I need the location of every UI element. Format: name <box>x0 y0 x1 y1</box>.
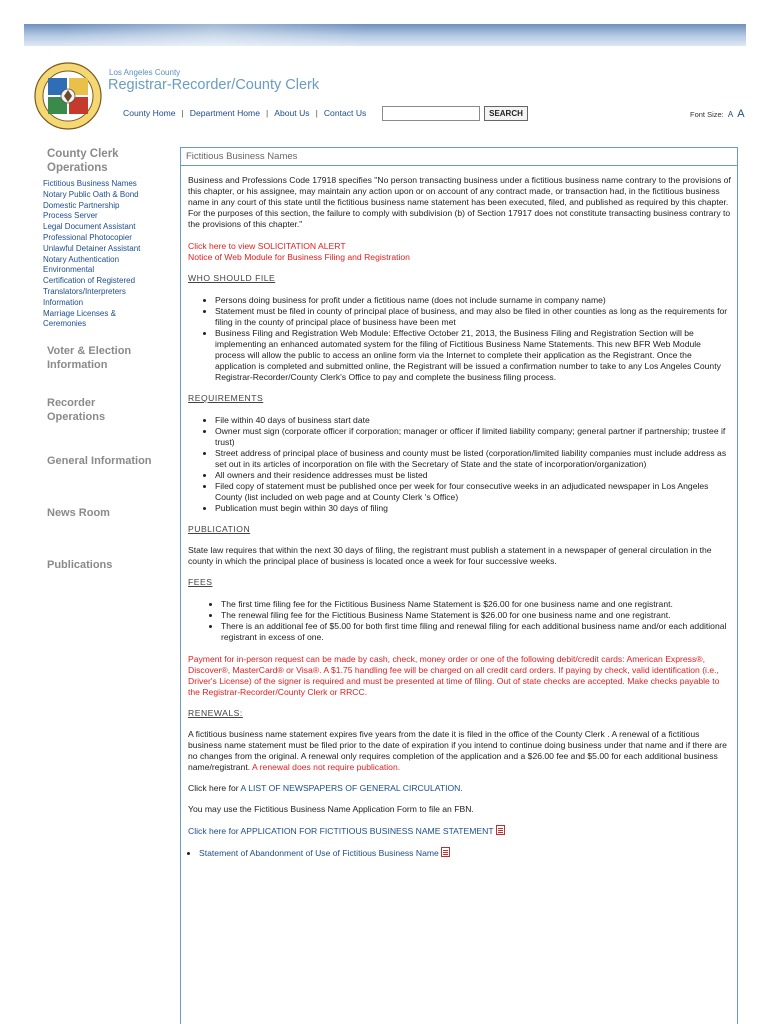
publication-paragraph: State law requires that within the next 30 days of filing, the registrant must publish a statement in a newspaper of general circulation in the county in which the principal place of business is located once a week for four successive weeks. <box>188 545 712 566</box>
list-item: • There is an additional fee of $5.00 for both first time filing and renewal filing for each additional business name and/or each additional registrant in excess of one. <box>221 621 731 643</box>
search-button[interactable]: SEARCH <box>484 106 528 121</box>
sidebar-item-domestic-partnership[interactable]: Domestic Partnership <box>43 200 120 210</box>
sidebar-title[interactable] <box>47 147 168 175</box>
list-item: • Business Filing and Registration Web Module: Effective October 21, 2013, the Business Filing and Registration Section will be implementing an enhanced automated system for the filing of Fictitious Business Name Statements. This new BFR Web Module process will allow the public to access an online form via the Internet to complete their application as the Registrant. Once the application is completed and submitted online, the Registrant will be issued a confirmation number to take to any Los Angeles County Registrar-Recorder/County Clerk's Office to pay and complete the business filing process. <box>215 328 731 383</box>
nav-department-home[interactable]: Department Home <box>189 108 260 118</box>
sidebar-item-notary-authentication[interactable]: Notary Authentication <box>43 254 120 264</box>
sidebar-item-notary-public-oath[interactable]: Notary Public Oath & Bond <box>43 189 139 199</box>
font-size-small-button[interactable]: A <box>727 110 734 119</box>
sidebar-item-unlawful-detainer-assistant[interactable]: Unlawful Detainer Assistant <box>43 243 141 253</box>
list-item <box>199 847 731 859</box>
renewals-publication-note: A renewal does not require publication. <box>252 762 401 772</box>
nav-about-us[interactable]: About Us <box>274 108 310 118</box>
county-seal-logo[interactable] <box>34 62 102 135</box>
list-item: • Publication must begin within 30 days of filing <box>215 503 731 514</box>
sidebar-item-information[interactable]: Information <box>43 297 84 307</box>
web-module-notice-link[interactable]: Notice of Web Module for Business Filing and Registration <box>188 252 410 262</box>
sidebar-section-label: Recorder <box>47 397 96 409</box>
sidebar-section-label: General Information <box>47 455 152 467</box>
sidebar-section-general-information[interactable] <box>47 454 167 468</box>
sidebar-title-line: Operations <box>47 162 108 174</box>
list-item: • File within 40 days of business start date <box>215 415 731 426</box>
nav-separator: | <box>181 108 184 118</box>
newspapers-prefix: Click here for <box>188 783 241 793</box>
pdf-icon[interactable] <box>496 825 505 835</box>
font-size-control <box>690 108 745 120</box>
requirements-heading: REQUIREMENTS <box>188 393 264 403</box>
main-content-panel <box>180 147 738 1024</box>
list-item: • Owner must sign (corporate officer if corporation; manager or officer if limited liability company; general partner if partnership; trustee if trust) <box>215 426 731 448</box>
application-form-link[interactable]: Click here for APPLICATION FOR FICTITIOUS BUSINESS NAME STATEMENT <box>188 826 494 836</box>
sidebar <box>43 147 168 330</box>
who-should-file-heading: WHO SHOULD FILE <box>188 273 276 283</box>
sidebar-section-label: Operations <box>47 411 106 423</box>
application-form-text: You may use the Fictitious Business Name Application Form to file an FBN. <box>188 804 474 814</box>
content-body <box>181 166 737 859</box>
list-item: • Statement must be filed in county of principal place of business, and may also be filed in other counties as long as the requirements for filing in the county of principal place of business have been met <box>215 306 731 328</box>
renewals-heading: RENEWALS: <box>188 708 243 718</box>
fees-list <box>188 599 731 643</box>
payment-notice: Payment for in-person request can be made by cash, check, money order or one of the following debit/credit cards: American Express®, Discover®, MasterCard® or Visa®. A $1.75 handling fee will be charged on all credit card orders. If paying by check, valid identification (i.e., Driver's License) of the signer is required and must be presented at time of filing. Out of state checks are accepted. Make checks payable to the Registrar-Recorder/County Clerk or RRCC. <box>188 654 720 697</box>
pdf-icon[interactable] <box>441 847 450 857</box>
nav-separator: | <box>315 108 318 118</box>
sidebar-section-news-room[interactable] <box>47 506 167 520</box>
sidebar-section-publications[interactable] <box>47 558 167 572</box>
list-item: • The first time filing fee for the Fictitious Business Name Statement is $26.00 for one business name and one registrant. <box>221 599 731 610</box>
sidebar-section-label: News Room <box>47 507 110 519</box>
sidebar-links <box>43 179 168 330</box>
sidebar-item-fictitious-business-names[interactable]: Fictitious Business Names <box>43 179 137 188</box>
font-size-label: Font Size: <box>690 110 724 119</box>
nav-separator: | <box>266 108 269 118</box>
sidebar-item-certification-registered[interactable]: Certification of Registered <box>43 276 136 286</box>
list-item: • Filed copy of statement must be published once per week for four consecutive weeks in an adjudicated newspaper in Los Angeles County (list included on web page and at County Clerk 's Office) <box>215 481 731 503</box>
search-input[interactable] <box>382 106 480 121</box>
sidebar-item-process-server[interactable]: Process Server <box>43 211 98 221</box>
page-title: Fictitious Business Names <box>181 148 737 166</box>
sidebar-item-marriage-licenses[interactable]: Marriage Licenses & <box>43 308 116 318</box>
list-item: • Street address of principal place of business and county must be listed (corporation/limited liability companies must include address as set out in its articles of incorporation on file with the Secretary of State and the state of incorporation/organization) <box>215 448 731 470</box>
newspapers-list-link[interactable]: A LIST OF NEWSPAPERS OF GENERAL CIRCULATION. <box>240 783 463 793</box>
sidebar-item-ceremonies[interactable]: Ceremonies <box>43 319 87 329</box>
sidebar-title-line: County Clerk <box>47 148 119 160</box>
font-size-large-button[interactable]: A <box>737 108 745 120</box>
list-item: • Persons doing business for profit under a fictitious name (does not include surname in company name) <box>215 295 731 306</box>
publication-heading: PUBLICATION <box>188 524 251 534</box>
sidebar-section-voter-election[interactable] <box>47 344 167 372</box>
agency-title[interactable]: Registrar-Recorder/County Clerk <box>108 77 320 93</box>
sidebar-section-label: Publications <box>47 559 113 571</box>
newspapers-line <box>188 783 731 794</box>
intro-paragraph: Business and Professions Code 17918 specifies "No person transacting business under a fictitious business name contrary to the provisions of this chapter, or his assignee, may maintain any action upon or on account of any contract made, or transaction had, in the fictitious business name in any court of this state until the fictitious business name statement has been executed, filed, and published as required by this chapter. For the purposes of this section, the failure to comply with subdivision (b) of Section 17917 does not constitute transacting business contrary to the provisions of this chapter." <box>188 175 731 229</box>
sidebar-section-label: Information <box>47 359 108 371</box>
abandonment-statement-link[interactable]: Statement of Abandonment of Use of Fictitious Business Name <box>199 848 439 858</box>
sidebar-item-translators-interpreters[interactable]: Translators/Interpreters <box>43 286 126 296</box>
solicitation-alert-link[interactable]: Click here to view SOLICITATION ALERT <box>188 241 346 251</box>
county-name-small: Los Angeles County <box>109 68 181 77</box>
renewals-paragraph <box>188 729 731 773</box>
fees-heading: FEES <box>188 577 213 587</box>
renewals-text: A fictitious business name statement expires five years from the date it is filed in the office of the County Clerk . A renewal of a fictitious business name statement must be filed prior to the date of expiration if you intend to continue doing business under that name and if there are no changes from the original. A renewal only requires completion of the application and a $26.00 fee and $5.00 for each additional business name/registrant. <box>188 729 727 772</box>
header-banner <box>24 24 746 46</box>
forms-list <box>188 847 731 859</box>
requirements-list <box>188 415 731 514</box>
list-item: • All owners and their residence addresses must be listed <box>215 470 731 481</box>
application-line <box>188 825 731 837</box>
nav-county-home[interactable]: County Home <box>123 108 176 118</box>
top-nav <box>123 108 366 118</box>
who-should-file-list <box>188 295 731 383</box>
sidebar-item-professional-photocopier[interactable]: Professional Photocopier <box>43 232 132 242</box>
sidebar-item-legal-document-assistant[interactable]: Legal Document Assistant <box>43 222 136 232</box>
sidebar-section-recorder-operations[interactable] <box>47 396 167 424</box>
list-item: • The renewal filing fee for the Fictitious Business Name Statement is $26.00 for one business name and one registrant. <box>221 610 731 621</box>
sidebar-item-environmental[interactable]: Environmental <box>43 265 95 275</box>
nav-contact-us[interactable]: Contact Us <box>323 108 367 118</box>
sidebar-section-label: Voter & Election <box>47 345 132 357</box>
